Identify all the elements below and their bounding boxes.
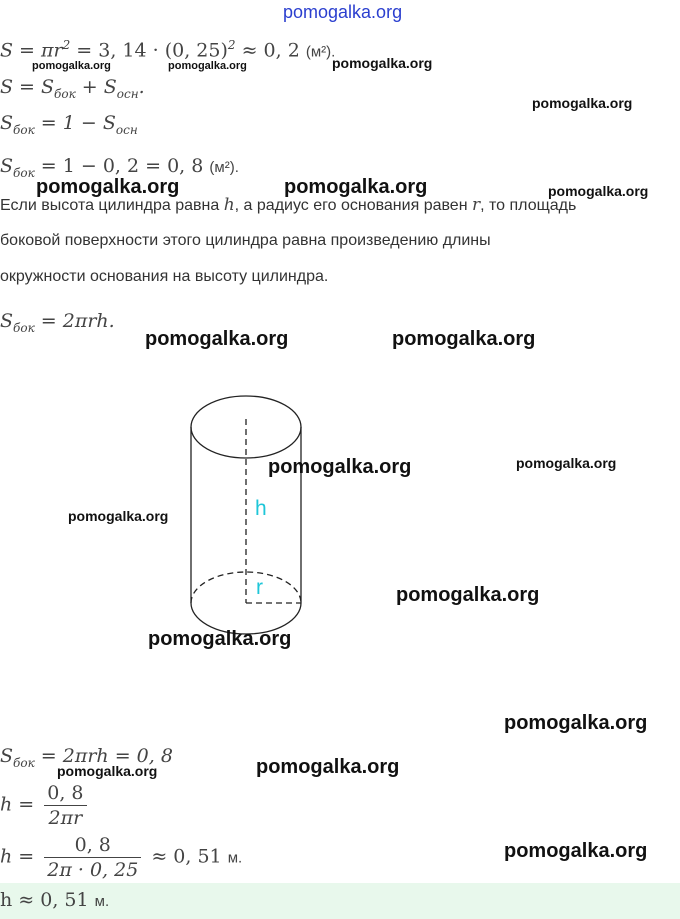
formula-6-sub: бок <box>13 755 35 770</box>
watermark: pomogalka.org <box>148 628 292 650</box>
watermark: pomogalka.org <box>504 712 648 734</box>
formula-3-mid: = 1 − S <box>40 112 116 134</box>
cylinder-diagram <box>180 385 315 635</box>
formula-lateral-expr <box>0 112 138 137</box>
cylinder-top-ellipse <box>191 396 301 458</box>
formula-2-text: S = S <box>0 76 55 98</box>
formula-7-lhs: h = <box>0 793 35 816</box>
formula-1-unit: (м²). <box>305 43 336 61</box>
formula-1-approx: ≈ 0, 2 <box>241 39 300 62</box>
paragraph-var-h: h <box>223 195 235 215</box>
formula-2-mid: + S <box>81 76 117 98</box>
paragraph-var-r: r <box>471 195 481 215</box>
answer-text: h ≈ 0, 51 <box>0 889 89 911</box>
answer-unit: м. <box>94 893 110 910</box>
formula-8-unit: м. <box>227 849 243 867</box>
formula-8-fraction <box>44 833 141 882</box>
formula-5-text: S <box>0 310 14 332</box>
formula-height-fraction <box>0 781 91 830</box>
formula-5-sub: бок <box>13 320 35 335</box>
watermark: pomogalka.org <box>268 456 412 478</box>
watermark: pomogalka.org <box>256 756 400 778</box>
diagram-label-h: h <box>255 497 267 520</box>
watermark: pomogalka.org <box>504 840 648 862</box>
formula-8-numerator: 0, 8 <box>44 833 141 858</box>
paragraph-line-1 <box>0 195 576 215</box>
formula-6-rest: = 2πrh = 0, 8 <box>40 745 173 767</box>
formula-3-sub-1: бок <box>13 122 35 137</box>
paragraph-line-1-b: , а радиус его основания равен <box>234 197 472 214</box>
watermark: pomogalka.org <box>145 328 289 350</box>
watermark: pomogalka.org <box>57 763 158 779</box>
paragraph-line-2: боковой поверхности этого цилиндра равна произведению длины <box>0 232 491 249</box>
watermark: pomogalka.org <box>548 183 649 199</box>
formula-7-numerator: 0, 8 <box>44 781 86 806</box>
formula-6-text: S <box>0 745 14 767</box>
paragraph-line-3: окружности основания на высоту цилиндра. <box>0 268 329 285</box>
formula-7-fraction <box>44 781 86 830</box>
watermark: pomogalka.org <box>392 328 536 350</box>
watermark: pomogalka.org <box>532 95 633 111</box>
watermark: pomogalka.org <box>36 176 180 198</box>
watermark: pomogalka.org <box>284 176 428 198</box>
formula-area-base <box>0 38 335 61</box>
formula-2-sub-2: осн <box>116 86 139 101</box>
formula-height-value <box>0 833 242 882</box>
answer-box <box>0 883 680 919</box>
formula-2-sub-1: бок <box>54 86 76 101</box>
diagram-label-r: r <box>256 576 263 599</box>
formula-8-denominator: 2π · 0, 25 <box>47 859 139 881</box>
formula-4-unit: (м²). <box>209 159 239 176</box>
formula-area-sum <box>0 76 145 101</box>
formula-1-exponent: 2 <box>62 38 71 52</box>
formula-8-rest: ≈ 0, 51 <box>151 845 222 868</box>
formula-4-rest: = 1 − 0, 2 = 0, 8 <box>40 155 204 177</box>
formula-4-sub: бок <box>13 165 35 180</box>
watermark: pomogalka.org <box>68 508 169 524</box>
formula-3-sub-2: осн <box>115 122 138 137</box>
formula-7-denominator: 2πr <box>48 807 83 829</box>
formula-1-rhs: = 3, 14 · (0, 25) <box>76 39 228 62</box>
cylinder-bottom-back-arc <box>191 572 301 603</box>
formula-4-text: S <box>0 155 14 177</box>
formula-8-lhs: h = <box>0 845 35 868</box>
watermark: pomogalka.org <box>168 60 247 72</box>
formula-1-lhs: S = πr <box>0 39 63 62</box>
paragraph-line-1-a: Если высота цилиндра равна <box>0 197 224 214</box>
paragraph-line-1-c: , то площадь <box>480 197 577 214</box>
top-watermark: pomogalka.org <box>283 2 403 22</box>
formula-5-rest: = 2πrh. <box>40 310 115 332</box>
watermark: pomogalka.org <box>516 455 617 471</box>
formula-lateral-definition <box>0 310 115 335</box>
formula-1-exponent-2: 2 <box>227 38 236 52</box>
formula-3-text: S <box>0 112 14 134</box>
formula-2-end: . <box>138 76 145 98</box>
watermark: pomogalka.org <box>32 60 111 72</box>
answer-formula <box>0 889 109 911</box>
watermark: pomogalka.org <box>332 55 433 71</box>
watermark: pomogalka.org <box>396 584 540 606</box>
